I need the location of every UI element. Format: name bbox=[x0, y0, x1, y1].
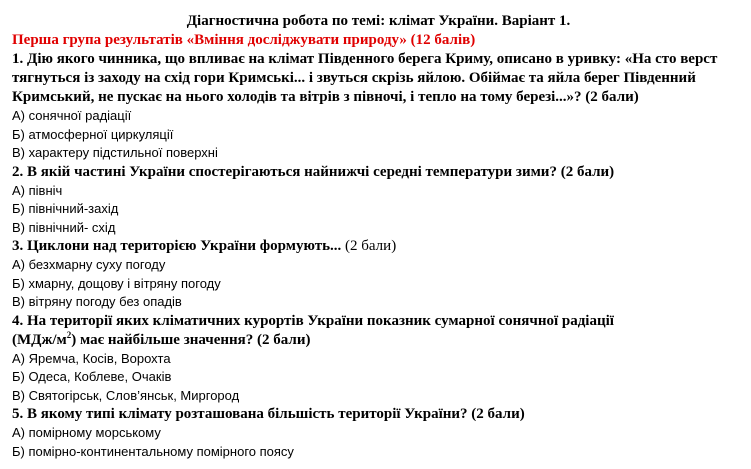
question-2-option-c: В) північний- схід bbox=[12, 219, 116, 235]
question-4-rest: ) має найбільше значення? (2 бали) bbox=[71, 331, 311, 348]
question-4-unit: (МДж/м bbox=[12, 331, 67, 348]
document-page bbox=[12, 12, 745, 461]
question-3-option-b: Б) хмарну, дощову і вітряну погоду bbox=[12, 275, 221, 291]
question-1-option-c: В) характеру підстильної поверхні bbox=[12, 145, 218, 160]
question-1-option-a: А) сонячної радіації bbox=[12, 108, 132, 123]
question-4-unit-superscript: 2 bbox=[66, 329, 72, 340]
question-4-line-2 bbox=[12, 331, 745, 350]
question-5-option-a: А) помірному морському bbox=[12, 425, 161, 440]
question-4 bbox=[12, 312, 745, 350]
question-2: 2. В якій частині України спостерігаються найнижчі середні температури зими? (2 бали) bbox=[12, 163, 615, 180]
question-4-option-a: А) Яремча, Косів, Ворохта bbox=[12, 350, 171, 366]
question-4-option-c: В) Святогірськ, Слов’янськ, Миргород bbox=[12, 387, 240, 403]
question-1-option-b: Б) атмосферної циркуляції bbox=[12, 126, 174, 142]
question-3 bbox=[12, 237, 745, 256]
section-heading: Перша група результатів «Вміння досліджувати природу» (12 балів) bbox=[12, 32, 476, 48]
question-5: 5. В якому типі клімату розташована більшість території України? (2 бали) bbox=[12, 406, 525, 422]
question-3-text: 3. Циклони над територією України формують... bbox=[12, 238, 342, 254]
question-1: 1. Дію якого чинника, що впливає на клімат Південного берега Криму, описано в уривку: «На сто верст тягнуться із заходу на схід гори Кримські... і звуться скрізь яйлою. Обіймає та яйла берег Південний Кримський, не пускає на нього холодів та вітрів з півночі, і тепло на тому березі...»? (2 бали) bbox=[12, 51, 718, 105]
question-3-option-c: В) вітряну погоду без опадів bbox=[12, 294, 182, 309]
question-4-line-1: 4. На території яких кліматичних курортів України показник сумарної сонячної радіації bbox=[12, 312, 614, 329]
question-3-points: (2 бали) bbox=[341, 238, 397, 254]
document-title: Діагностична робота по темі: клімат України. Варіант 1. bbox=[186, 13, 571, 29]
question-3-option-a: А) безхмарну суху погоду bbox=[12, 257, 166, 272]
question-4-option-b: Б) Одеса, Коблеве, Очаків bbox=[12, 369, 172, 384]
question-2-option-b: Б) північний-захід bbox=[12, 201, 119, 216]
question-2-option-a: А) північ bbox=[12, 182, 63, 198]
question-5-option-b: Б) помірно-континентальному помірного поясу bbox=[12, 443, 294, 459]
